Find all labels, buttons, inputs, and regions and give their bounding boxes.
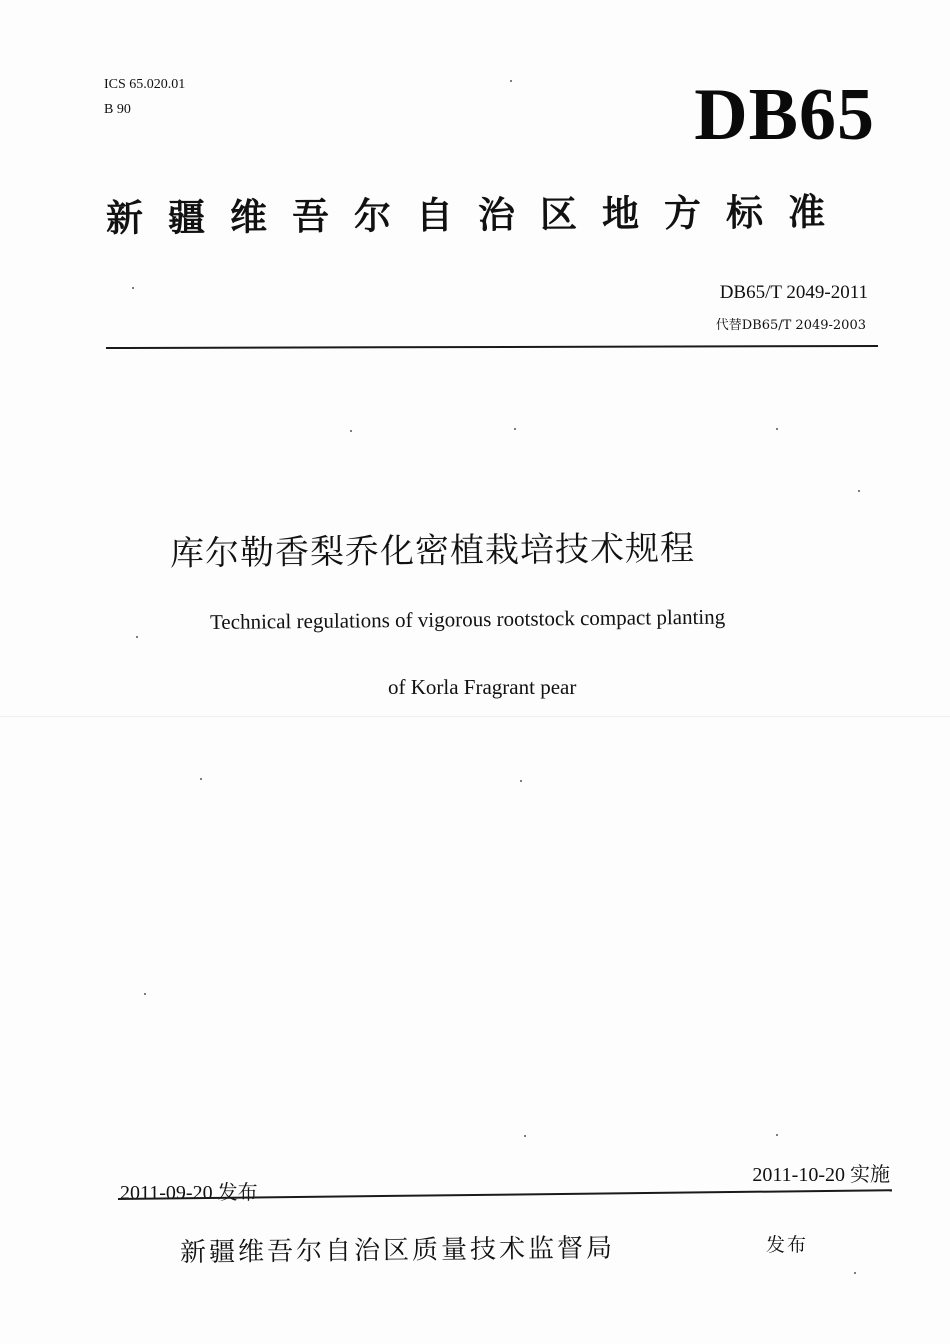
scan-speck — [350, 430, 352, 432]
scan-speck — [514, 428, 516, 430]
implementation-date: 2011-10-20 实施 — [752, 1164, 890, 1186]
header-divider — [106, 345, 878, 349]
standard-type-heading: 新疆维吾尔自治区地方标准 — [105, 190, 851, 240]
scan-speck — [200, 778, 202, 780]
scan-speck — [520, 780, 522, 782]
replaces-standard: 代替DB65/T 2049-2003 — [715, 318, 866, 333]
scan-speck — [776, 1134, 778, 1136]
release-date: 2011-09-20 发布 — [120, 1182, 258, 1204]
classification-codes — [104, 72, 185, 122]
document-title-english-line1: Technical regulations of vigorous rootstock compact planting — [209, 604, 726, 634]
scan-speck — [136, 636, 138, 638]
ics-code: ICS 65.020.01 — [104, 77, 186, 92]
scan-speck — [510, 80, 512, 82]
scan-speck — [132, 287, 134, 289]
scan-speck — [144, 993, 146, 995]
issuing-authority: 新疆维吾尔自治区质量技术监督局 — [179, 1233, 616, 1268]
scan-speck — [524, 1135, 526, 1137]
scan-speck — [854, 1272, 856, 1274]
issuing-authority-suffix: 发布 — [766, 1234, 809, 1256]
document-title-chinese: 库尔勒香梨乔化密植栽培技术规程 — [169, 528, 696, 574]
document-title-english-line2: of Korla Fragrant pear — [388, 675, 577, 699]
scan-speck — [858, 490, 860, 492]
ccs-code: B 90 — [104, 102, 131, 117]
standard-logo: DB65 — [694, 74, 875, 156]
scan-fold-line — [0, 716, 950, 717]
standard-number: DB65/T 2049-2011 — [719, 282, 868, 303]
scan-speck — [776, 428, 778, 430]
